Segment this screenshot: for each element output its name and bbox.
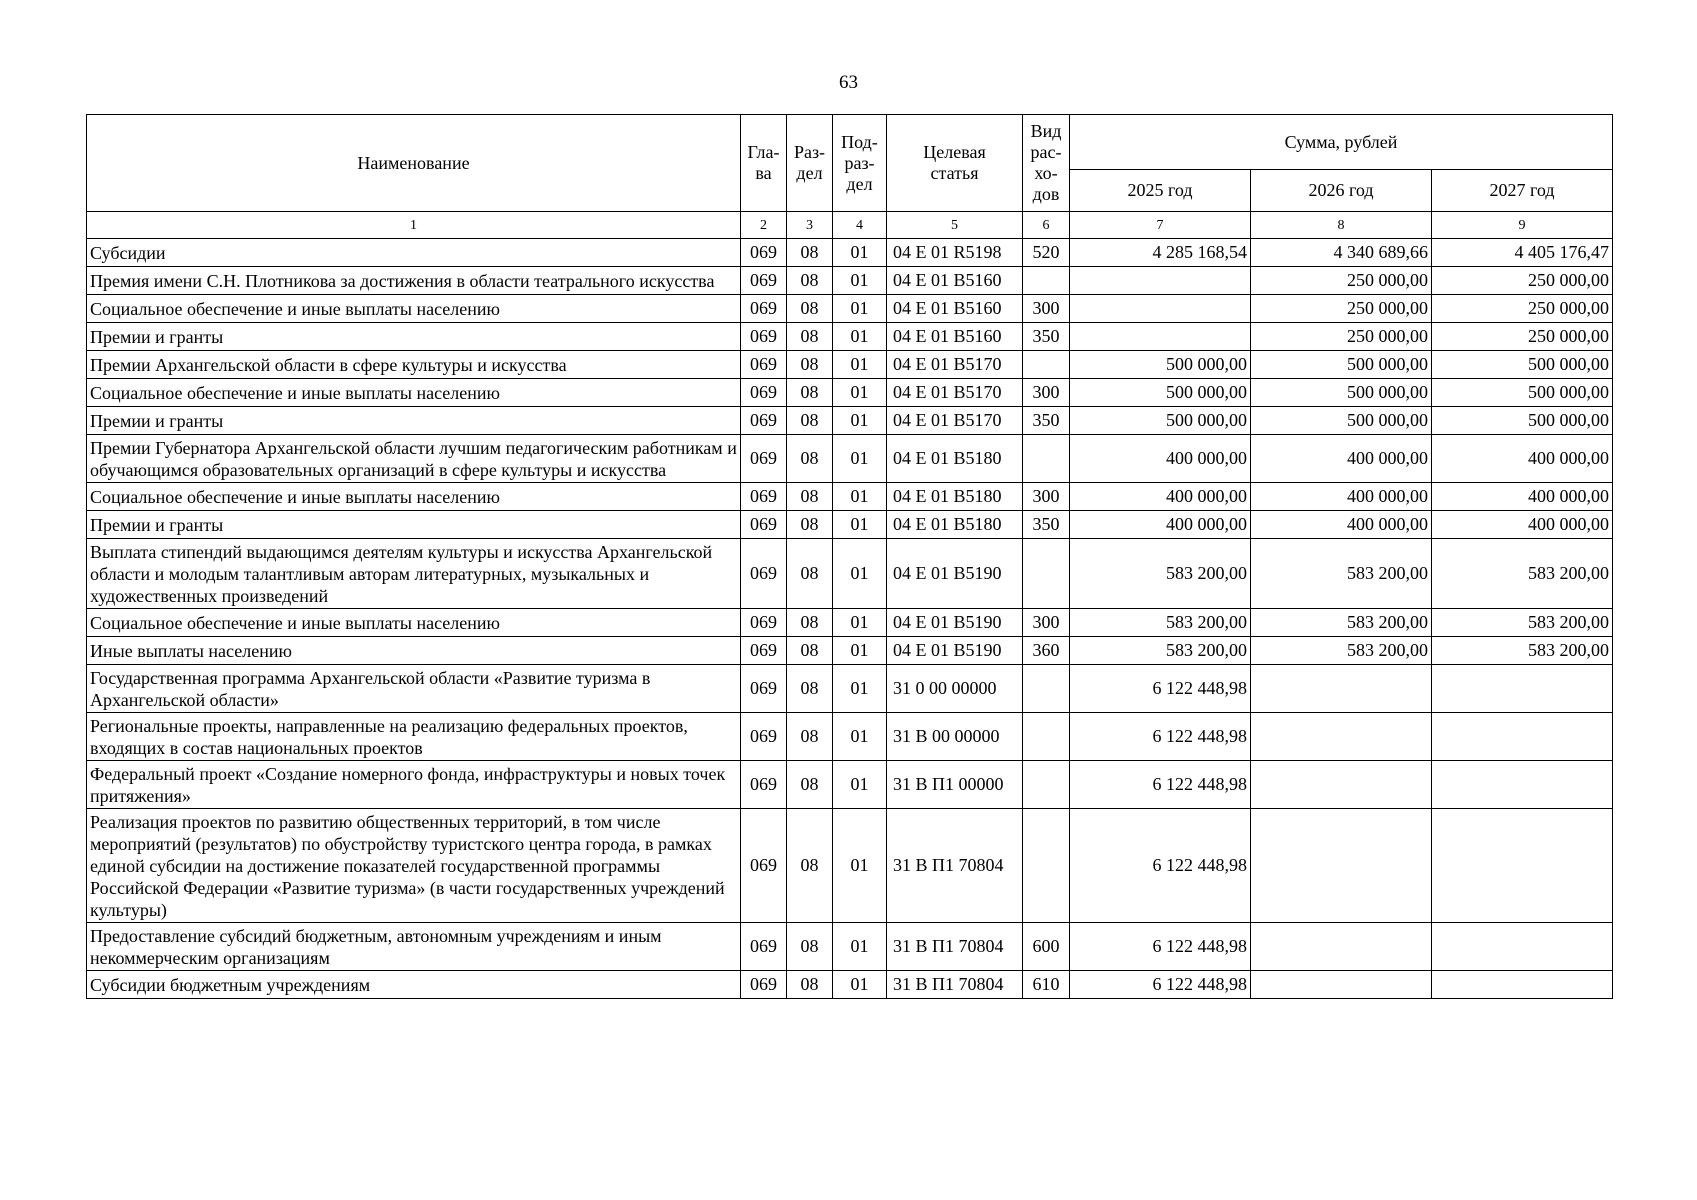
row-target-article: 04 Е 01 В5170 bbox=[887, 379, 1023, 407]
row-glava: 069 bbox=[741, 665, 787, 713]
row-amount-2026 bbox=[1251, 761, 1432, 809]
row-razdel: 08 bbox=[787, 609, 833, 637]
row-razdel: 08 bbox=[787, 323, 833, 351]
row-amount-2027: 583 200,00 bbox=[1432, 609, 1613, 637]
row-podrazdel: 01 bbox=[833, 323, 887, 351]
row-amount-2025: 400 000,00 bbox=[1070, 511, 1251, 539]
row-target-article: 04 Е 01 В5190 bbox=[887, 637, 1023, 665]
table-row bbox=[87, 539, 1613, 609]
row-razdel: 08 bbox=[787, 713, 833, 761]
row-glava: 069 bbox=[741, 323, 787, 351]
row-expense-type bbox=[1023, 539, 1070, 609]
row-name: Иные выплаты населению bbox=[87, 637, 741, 665]
header-name: Наименование bbox=[87, 115, 741, 212]
column-number: 3 bbox=[787, 212, 833, 239]
row-amount-2025: 583 200,00 bbox=[1070, 637, 1251, 665]
table-row bbox=[87, 665, 1613, 713]
row-amount-2025 bbox=[1070, 323, 1251, 351]
row-expense-type: 610 bbox=[1023, 971, 1070, 999]
row-glava: 069 bbox=[741, 637, 787, 665]
row-podrazdel: 01 bbox=[833, 971, 887, 999]
row-amount-2026: 250 000,00 bbox=[1251, 267, 1432, 295]
row-podrazdel: 01 bbox=[833, 483, 887, 511]
row-amount-2026: 4 340 689,66 bbox=[1251, 239, 1432, 267]
row-amount-2026: 400 000,00 bbox=[1251, 511, 1432, 539]
row-razdel: 08 bbox=[787, 665, 833, 713]
row-podrazdel: 01 bbox=[833, 761, 887, 809]
budget-table bbox=[86, 114, 1613, 999]
row-target-article: 04 Е 01 В5160 bbox=[887, 267, 1023, 295]
row-target-article: 31 В П1 70804 bbox=[887, 923, 1023, 971]
row-name: Социальное обеспечение и иные выплаты населению bbox=[87, 379, 741, 407]
header-celevaya-statya: Целевая статья bbox=[887, 115, 1023, 212]
row-name: Региональные проекты, направленные на реализацию федеральных проектов, входящих в состав национальных проектов bbox=[87, 713, 741, 761]
row-podrazdel: 01 bbox=[833, 379, 887, 407]
table-row bbox=[87, 407, 1613, 435]
row-name: Социальное обеспечение и иные выплаты населению bbox=[87, 483, 741, 511]
table-row bbox=[87, 295, 1613, 323]
row-glava: 069 bbox=[741, 809, 787, 923]
row-amount-2025 bbox=[1070, 295, 1251, 323]
row-amount-2027: 500 000,00 bbox=[1432, 407, 1613, 435]
table-row bbox=[87, 511, 1613, 539]
table-row bbox=[87, 435, 1613, 483]
row-name: Премии и гранты bbox=[87, 511, 741, 539]
column-number: 5 bbox=[887, 212, 1023, 239]
row-name: Социальное обеспечение и иные выплаты населению bbox=[87, 609, 741, 637]
row-expense-type bbox=[1023, 267, 1070, 295]
row-target-article: 31 0 00 00000 bbox=[887, 665, 1023, 713]
row-podrazdel: 01 bbox=[833, 435, 887, 483]
header-summa: Сумма, рублей bbox=[1070, 115, 1613, 170]
row-name: Выплата стипендий выдающимся деятелям культуры и искусства Архангельской области и молодым талантливым авторам литературных, музыкальных и художественных произведений bbox=[87, 539, 741, 609]
column-numbers-row bbox=[87, 212, 1613, 239]
table-row bbox=[87, 713, 1613, 761]
row-podrazdel: 01 bbox=[833, 267, 887, 295]
row-amount-2026 bbox=[1251, 665, 1432, 713]
header-glava: Гла- ва bbox=[741, 115, 787, 212]
row-name: Социальное обеспечение и иные выплаты населению bbox=[87, 295, 741, 323]
row-amount-2027: 583 200,00 bbox=[1432, 539, 1613, 609]
row-razdel: 08 bbox=[787, 923, 833, 971]
row-target-article: 31 В П1 70804 bbox=[887, 809, 1023, 923]
row-name: Премии и гранты bbox=[87, 323, 741, 351]
row-expense-type: 600 bbox=[1023, 923, 1070, 971]
row-razdel: 08 bbox=[787, 637, 833, 665]
table-row bbox=[87, 379, 1613, 407]
row-amount-2025: 4 285 168,54 bbox=[1070, 239, 1251, 267]
header-razdel: Раз- дел bbox=[787, 115, 833, 212]
row-expense-type: 350 bbox=[1023, 407, 1070, 435]
row-amount-2027: 583 200,00 bbox=[1432, 637, 1613, 665]
row-expense-type bbox=[1023, 665, 1070, 713]
header-year-2027: 2027 год bbox=[1432, 170, 1613, 212]
row-amount-2027: 500 000,00 bbox=[1432, 379, 1613, 407]
row-target-article: 04 Е 01 В5180 bbox=[887, 435, 1023, 483]
row-amount-2026 bbox=[1251, 923, 1432, 971]
row-expense-type: 350 bbox=[1023, 511, 1070, 539]
row-amount-2025: 6 122 448,98 bbox=[1070, 761, 1251, 809]
row-razdel: 08 bbox=[787, 483, 833, 511]
row-target-article: 04 Е 01 В5190 bbox=[887, 609, 1023, 637]
row-expense-type: 350 bbox=[1023, 323, 1070, 351]
row-expense-type: 360 bbox=[1023, 637, 1070, 665]
column-number: 7 bbox=[1070, 212, 1251, 239]
row-amount-2026: 400 000,00 bbox=[1251, 435, 1432, 483]
row-expense-type bbox=[1023, 809, 1070, 923]
table-row bbox=[87, 323, 1613, 351]
row-name: Федеральный проект «Создание номерного фонда, инфраструктуры и новых точек притяжения» bbox=[87, 761, 741, 809]
row-podrazdel: 01 bbox=[833, 351, 887, 379]
row-amount-2026: 583 200,00 bbox=[1251, 637, 1432, 665]
row-amount-2027 bbox=[1432, 971, 1613, 999]
row-glava: 069 bbox=[741, 483, 787, 511]
row-razdel: 08 bbox=[787, 761, 833, 809]
column-number: 6 bbox=[1023, 212, 1070, 239]
row-target-article: 04 Е 01 В5170 bbox=[887, 407, 1023, 435]
row-name: Субсидии bbox=[87, 239, 741, 267]
row-target-article: 04 Е 01 R5198 bbox=[887, 239, 1023, 267]
table-row bbox=[87, 483, 1613, 511]
row-expense-type: 520 bbox=[1023, 239, 1070, 267]
row-amount-2025: 500 000,00 bbox=[1070, 379, 1251, 407]
row-name: Премия имени С.Н. Плотникова за достижения в области театрального искусства bbox=[87, 267, 741, 295]
row-amount-2026: 500 000,00 bbox=[1251, 407, 1432, 435]
row-podrazdel: 01 bbox=[833, 511, 887, 539]
row-glava: 069 bbox=[741, 511, 787, 539]
row-target-article: 04 Е 01 В5160 bbox=[887, 323, 1023, 351]
row-amount-2026 bbox=[1251, 809, 1432, 923]
row-amount-2027: 4 405 176,47 bbox=[1432, 239, 1613, 267]
row-glava: 069 bbox=[741, 239, 787, 267]
table-row bbox=[87, 637, 1613, 665]
row-amount-2026: 250 000,00 bbox=[1251, 295, 1432, 323]
row-glava: 069 bbox=[741, 267, 787, 295]
table-row bbox=[87, 971, 1613, 999]
row-glava: 069 bbox=[741, 351, 787, 379]
column-number: 2 bbox=[741, 212, 787, 239]
row-amount-2025: 6 122 448,98 bbox=[1070, 971, 1251, 999]
row-amount-2027 bbox=[1432, 809, 1613, 923]
row-name: Премии и гранты bbox=[87, 407, 741, 435]
row-podrazdel: 01 bbox=[833, 295, 887, 323]
row-razdel: 08 bbox=[787, 267, 833, 295]
row-glava: 069 bbox=[741, 923, 787, 971]
table-row bbox=[87, 609, 1613, 637]
table-row bbox=[87, 809, 1613, 923]
row-amount-2027: 500 000,00 bbox=[1432, 351, 1613, 379]
row-podrazdel: 01 bbox=[833, 665, 887, 713]
row-amount-2026: 500 000,00 bbox=[1251, 351, 1432, 379]
header-podrazdel: Под- раз- дел bbox=[833, 115, 887, 212]
row-razdel: 08 bbox=[787, 407, 833, 435]
row-target-article: 31 В 00 00000 bbox=[887, 713, 1023, 761]
table-row bbox=[87, 761, 1613, 809]
row-razdel: 08 bbox=[787, 351, 833, 379]
row-amount-2025: 6 122 448,98 bbox=[1070, 665, 1251, 713]
row-amount-2027: 250 000,00 bbox=[1432, 267, 1613, 295]
table-row bbox=[87, 267, 1613, 295]
row-amount-2025: 500 000,00 bbox=[1070, 351, 1251, 379]
row-glava: 069 bbox=[741, 761, 787, 809]
row-amount-2026: 500 000,00 bbox=[1251, 379, 1432, 407]
row-amount-2025: 583 200,00 bbox=[1070, 539, 1251, 609]
row-target-article: 04 Е 01 В5160 bbox=[887, 295, 1023, 323]
row-expense-type bbox=[1023, 713, 1070, 761]
row-podrazdel: 01 bbox=[833, 809, 887, 923]
row-amount-2025 bbox=[1070, 267, 1251, 295]
row-expense-type: 300 bbox=[1023, 379, 1070, 407]
table-body bbox=[87, 239, 1613, 999]
row-target-article: 04 Е 01 В5180 bbox=[887, 483, 1023, 511]
row-podrazdel: 01 bbox=[833, 637, 887, 665]
row-expense-type: 300 bbox=[1023, 483, 1070, 511]
row-amount-2025: 500 000,00 bbox=[1070, 407, 1251, 435]
row-podrazdel: 01 bbox=[833, 609, 887, 637]
row-glava: 069 bbox=[741, 971, 787, 999]
row-razdel: 08 bbox=[787, 435, 833, 483]
row-amount-2026: 400 000,00 bbox=[1251, 483, 1432, 511]
row-expense-type bbox=[1023, 351, 1070, 379]
table-row bbox=[87, 351, 1613, 379]
row-amount-2025: 400 000,00 bbox=[1070, 483, 1251, 511]
row-podrazdel: 01 bbox=[833, 539, 887, 609]
row-amount-2026: 583 200,00 bbox=[1251, 539, 1432, 609]
table-row bbox=[87, 239, 1613, 267]
row-razdel: 08 bbox=[787, 511, 833, 539]
row-amount-2025: 6 122 448,98 bbox=[1070, 713, 1251, 761]
row-glava: 069 bbox=[741, 609, 787, 637]
row-glava: 069 bbox=[741, 407, 787, 435]
row-glava: 069 bbox=[741, 539, 787, 609]
row-podrazdel: 01 bbox=[833, 713, 887, 761]
row-podrazdel: 01 bbox=[833, 407, 887, 435]
row-razdel: 08 bbox=[787, 239, 833, 267]
row-amount-2026 bbox=[1251, 971, 1432, 999]
row-expense-type: 300 bbox=[1023, 609, 1070, 637]
row-amount-2027: 250 000,00 bbox=[1432, 295, 1613, 323]
row-name: Государственная программа Архангельской области «Развитие туризма в Архангельской области» bbox=[87, 665, 741, 713]
row-amount-2027 bbox=[1432, 713, 1613, 761]
row-name: Предоставление субсидий бюджетным, автономным учреждениям и иным некоммерческим организациям bbox=[87, 923, 741, 971]
row-amount-2025: 400 000,00 bbox=[1070, 435, 1251, 483]
row-name: Реализация проектов по развитию общественных территорий, в том числе мероприятий (результатов) по обустройству туристского центра города, в рамках единой субсидии на достижение показателей государственной программы Российской Федерации «Развитие туризма» (в части государственных учреждений культуры) bbox=[87, 809, 741, 923]
column-number: 8 bbox=[1251, 212, 1432, 239]
row-glava: 069 bbox=[741, 435, 787, 483]
row-razdel: 08 bbox=[787, 539, 833, 609]
row-podrazdel: 01 bbox=[833, 923, 887, 971]
row-expense-type: 300 bbox=[1023, 295, 1070, 323]
row-target-article: 04 Е 01 В5180 bbox=[887, 511, 1023, 539]
row-razdel: 08 bbox=[787, 809, 833, 923]
row-razdel: 08 bbox=[787, 295, 833, 323]
row-glava: 069 bbox=[741, 295, 787, 323]
row-amount-2027: 400 000,00 bbox=[1432, 483, 1613, 511]
table-row bbox=[87, 923, 1613, 971]
row-amount-2027: 400 000,00 bbox=[1432, 435, 1613, 483]
row-amount-2026: 583 200,00 bbox=[1251, 609, 1432, 637]
row-expense-type bbox=[1023, 761, 1070, 809]
row-razdel: 08 bbox=[787, 971, 833, 999]
row-target-article: 04 Е 01 В5190 bbox=[887, 539, 1023, 609]
row-amount-2026 bbox=[1251, 713, 1432, 761]
row-amount-2025: 6 122 448,98 bbox=[1070, 923, 1251, 971]
row-name: Субсидии бюджетным учреждениям bbox=[87, 971, 741, 999]
row-amount-2026: 250 000,00 bbox=[1251, 323, 1432, 351]
header-vid-rashodov: Вид рас- хо- дов bbox=[1023, 115, 1070, 212]
row-expense-type bbox=[1023, 435, 1070, 483]
column-number: 1 bbox=[87, 212, 741, 239]
row-amount-2025: 583 200,00 bbox=[1070, 609, 1251, 637]
page-number: 63 bbox=[839, 72, 858, 93]
row-amount-2027 bbox=[1432, 665, 1613, 713]
row-target-article: 04 Е 01 В5170 bbox=[887, 351, 1023, 379]
column-number: 9 bbox=[1432, 212, 1613, 239]
row-target-article: 31 В П1 70804 bbox=[887, 971, 1023, 999]
row-podrazdel: 01 bbox=[833, 239, 887, 267]
row-razdel: 08 bbox=[787, 379, 833, 407]
row-amount-2027: 400 000,00 bbox=[1432, 511, 1613, 539]
row-amount-2027 bbox=[1432, 923, 1613, 971]
row-target-article: 31 В П1 00000 bbox=[887, 761, 1023, 809]
column-number: 4 bbox=[833, 212, 887, 239]
row-glava: 069 bbox=[741, 713, 787, 761]
row-amount-2025: 6 122 448,98 bbox=[1070, 809, 1251, 923]
row-amount-2027 bbox=[1432, 761, 1613, 809]
row-glava: 069 bbox=[741, 379, 787, 407]
table-header bbox=[87, 115, 1613, 239]
header-year-2025: 2025 год bbox=[1070, 170, 1251, 212]
row-name: Премии Архангельской области в сфере культуры и искусства bbox=[87, 351, 741, 379]
row-amount-2027: 250 000,00 bbox=[1432, 323, 1613, 351]
row-name: Премии Губернатора Архангельской области лучшим педагогическим работникам и обучающимся образовательных организаций в сфере культуры и искусства bbox=[87, 435, 741, 483]
header-year-2026: 2026 год bbox=[1251, 170, 1432, 212]
